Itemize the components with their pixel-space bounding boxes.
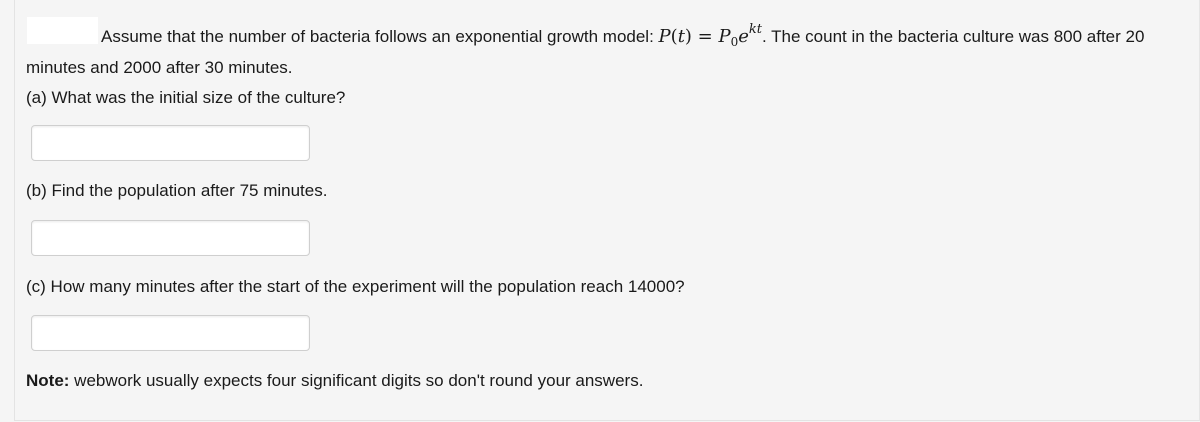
intro-text-after: . The count in the bacteria culture was 800 after 20 minutes and 2000 after 30 minutes. [26,27,1145,77]
intro-text-before: Assume that the number of bacteria follows an exponential growth model: [101,27,659,46]
formula-lhs-close: ) [684,26,692,47]
note [26,371,643,391]
formula-rhs-e: e [738,26,749,47]
formula-lhs-func: P [658,26,671,47]
formula-rhs-exp: kt [748,22,763,37]
part-b-answer-input[interactable] [31,220,310,256]
problem-statement [26,17,1186,81]
part-c-question: (c) How many minutes after the start of the experiment will the population reach 14000? [26,277,685,296]
part-a-answer-input[interactable] [31,125,310,161]
formula-rhs-sub: 0 [730,35,739,49]
formula-rhs-base: P [718,26,731,47]
formula [658,22,763,49]
redaction-block [27,17,98,44]
formula-lhs-var: t [677,26,685,47]
note-label: Note: [26,371,70,390]
problem-intro [26,17,1186,81]
part-c-answer-input[interactable] [31,315,310,351]
formula-lhs-open: ( [670,26,678,47]
note-text: webwork usually expects four significant digits so don't round your answers. [69,371,644,390]
formula-equals: = [691,26,719,47]
part-a-question: (a) What was the initial size of the culture? [26,88,346,107]
part-b-question: (b) Find the population after 75 minutes. [26,181,328,200]
